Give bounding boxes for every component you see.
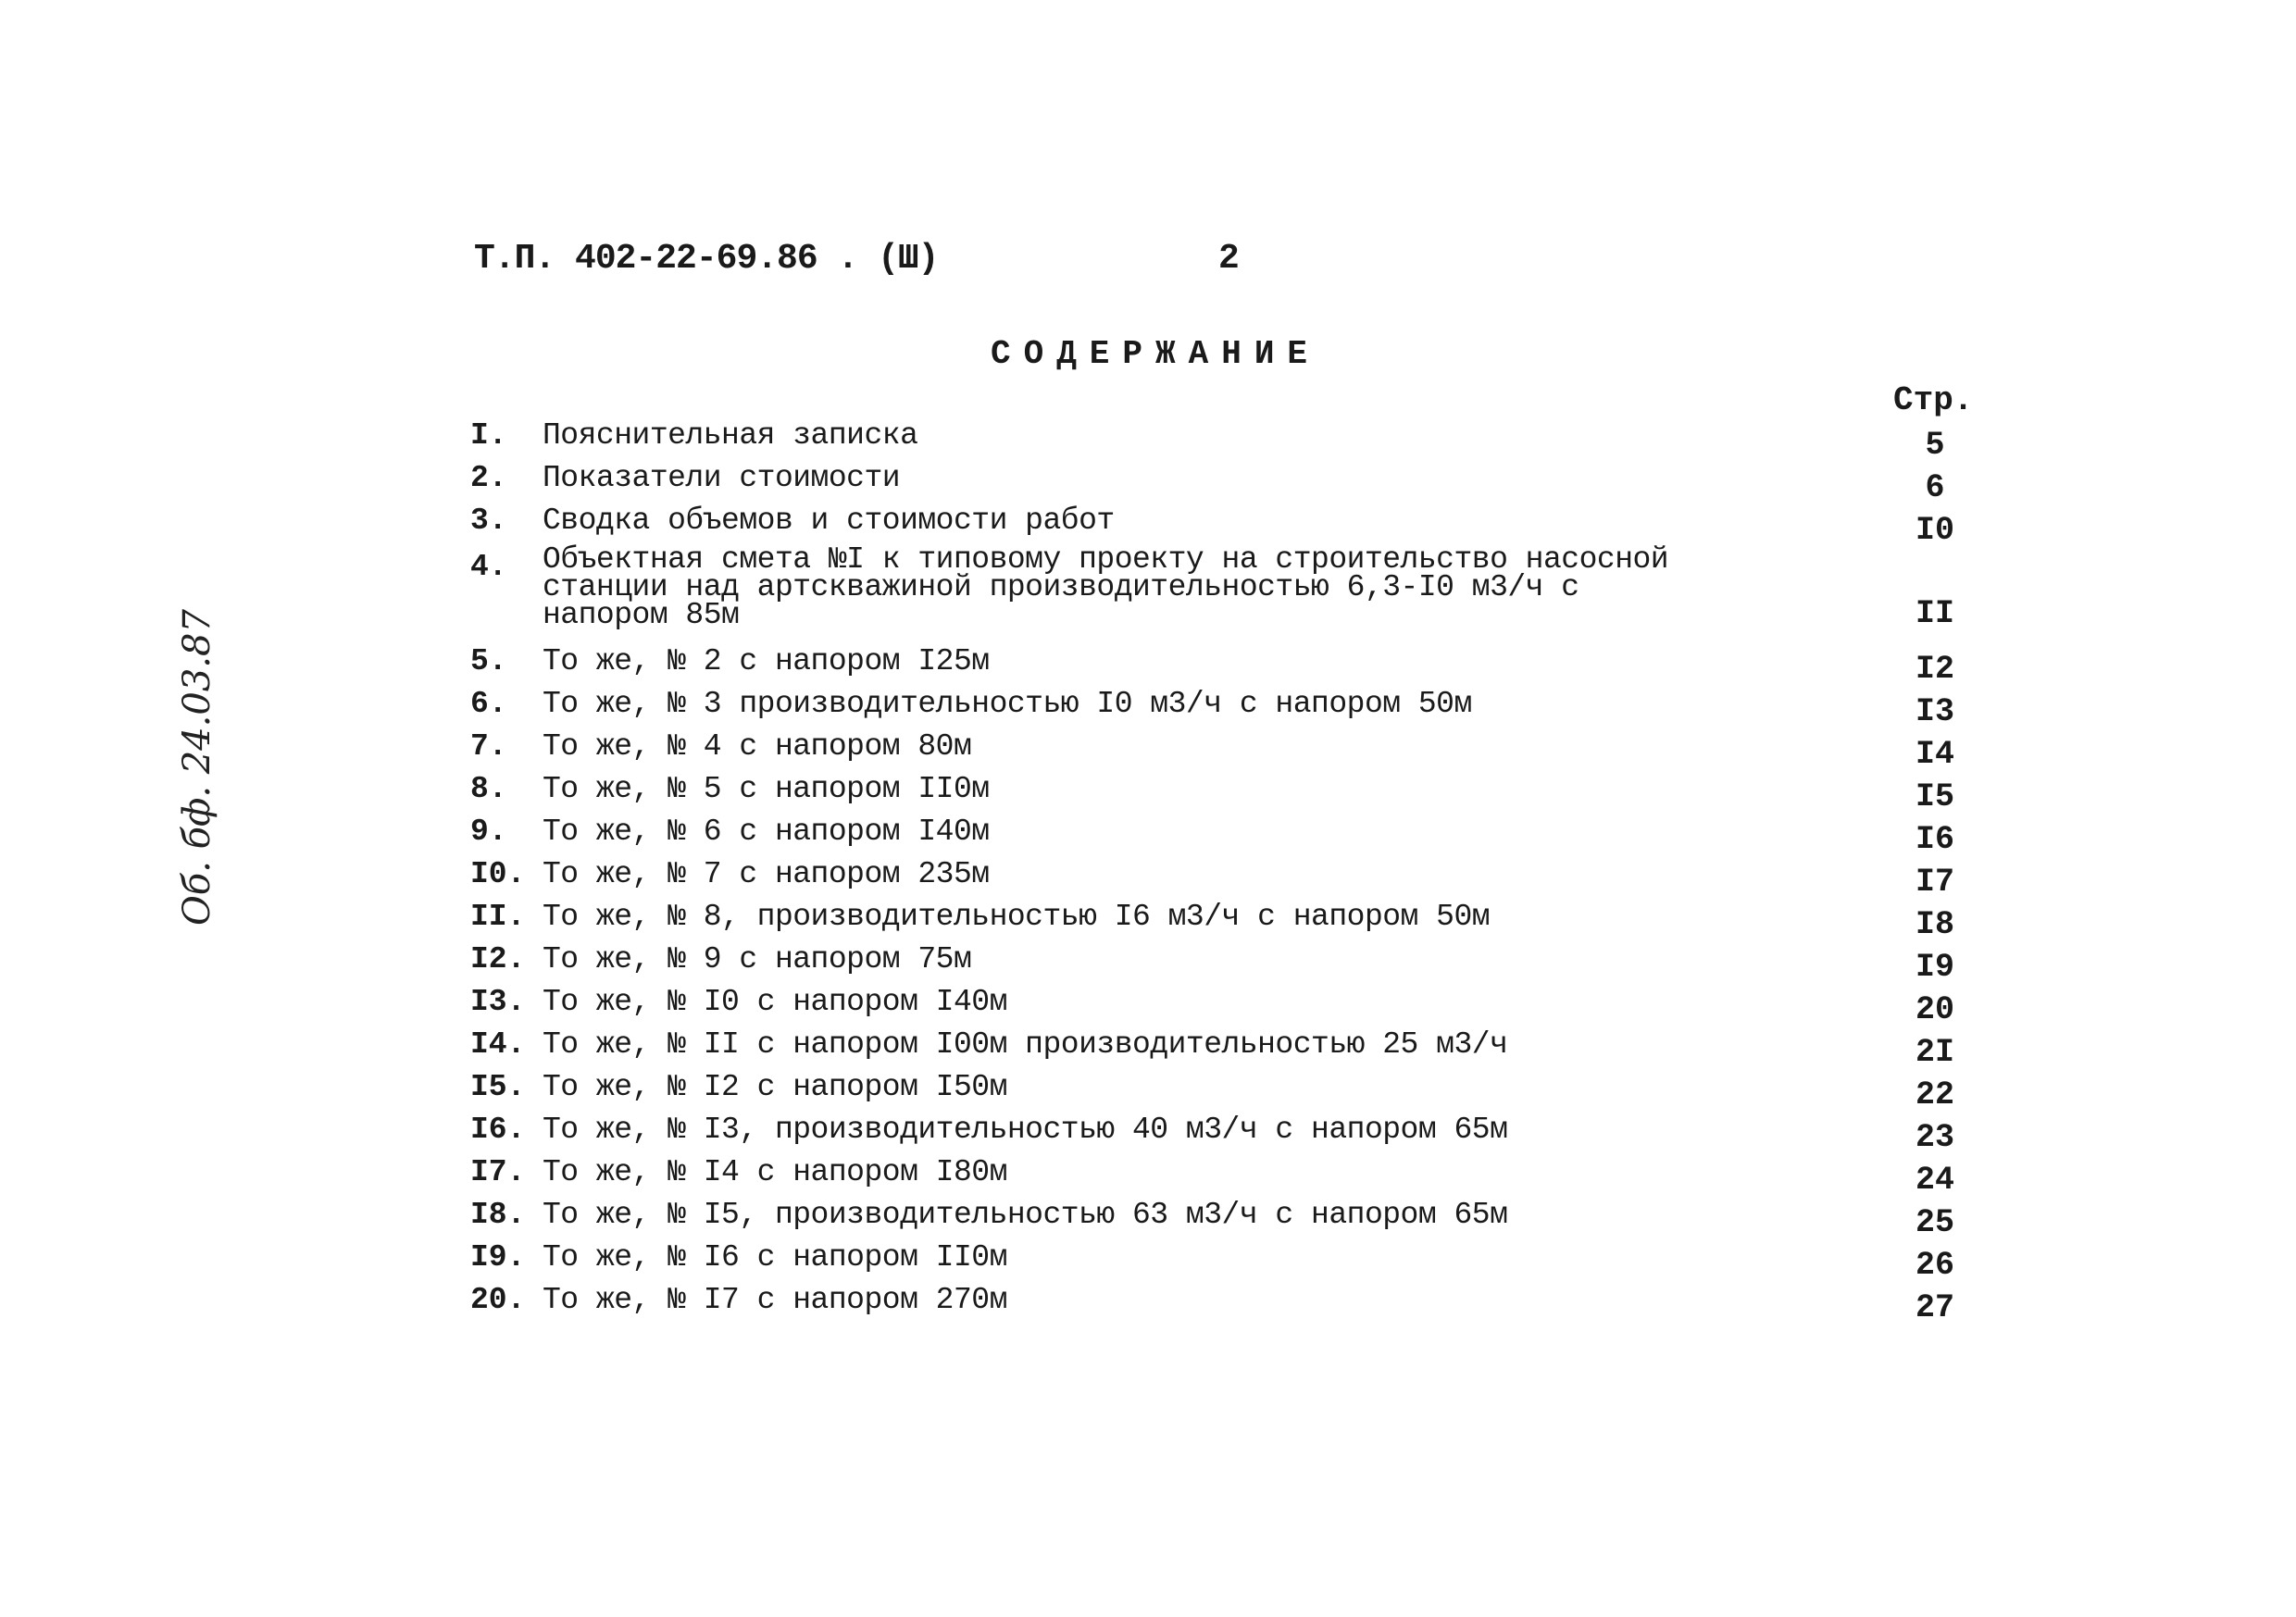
entry-page: I0 [1915, 512, 1954, 549]
document-code: Т.П. 402-22-69.86 . (Ш) [474, 239, 939, 279]
entry-text: Сводка объемов и стоимости работ [543, 504, 1115, 538]
entry-text: То же, № I3, производительностью 40 м3/ч с напором 65м [543, 1113, 1508, 1147]
entry-text: То же, № I5, производительностью 63 м3/ч с напором 65м [543, 1198, 1508, 1232]
entry-number: I4. [470, 1027, 526, 1062]
entry-text: То же, № I4 с напором I80м [543, 1155, 1007, 1189]
entry-page: I7 [1915, 864, 1954, 901]
entry-page: 5 [1925, 427, 1945, 464]
entry-text: То же, № II с напором I00м производительностью 25 м3/ч [543, 1027, 1508, 1062]
entry-text: Пояснительная записка [543, 418, 918, 453]
entry-number: I6. [470, 1113, 526, 1147]
entry-number: 2. [470, 461, 507, 495]
entry-number: I9. [470, 1240, 526, 1275]
entry-number: I2. [470, 942, 526, 976]
entry-number: 3. [470, 504, 507, 538]
entry-number: II. [470, 900, 526, 934]
entry-page: I5 [1915, 778, 1954, 815]
entry-page: II [1915, 595, 1954, 632]
entry-text: То же, № 3 производительностью I0 м3/ч с напором 50м [543, 687, 1472, 721]
entry-number: 6. [470, 687, 507, 721]
entry-number: I5. [470, 1070, 526, 1104]
entry-page: 24 [1915, 1162, 1954, 1199]
entry-number: 9. [470, 815, 507, 849]
entry-text: То же, № 9 с напором 75м [543, 942, 972, 976]
entry-page: I2 [1915, 651, 1954, 688]
entry-page: 23 [1915, 1119, 1954, 1156]
entry-page: 6 [1925, 469, 1945, 506]
entry-page: 2I [1915, 1034, 1954, 1071]
entry-text: То же, № I6 с напором II0м [543, 1240, 1007, 1275]
entry-number: 8. [470, 772, 507, 806]
entry-page: 22 [1915, 1076, 1954, 1113]
entry-text: То же, № 6 с напором I40м [543, 815, 990, 849]
page-number: 2 [1218, 239, 1240, 279]
entry-number: I7. [470, 1155, 526, 1189]
entry-text: То же, № 7 с напором 235м [543, 857, 990, 891]
entry-number: I. [470, 418, 507, 453]
entry-text: То же, № 5 с напором II0м [543, 772, 990, 806]
entry-number: 20. [470, 1283, 526, 1317]
entry-text: Объектная смета №I к типовому проекту на строительство насосной станции над артскважиной производительностью 6,3-I0 м3/ч с напором 85м [543, 542, 1669, 632]
entry-number: I8. [470, 1198, 526, 1232]
entry-number: I3. [470, 985, 526, 1019]
entry-page: 26 [1915, 1247, 1954, 1284]
entry-page: I6 [1915, 821, 1954, 858]
entry-page: 20 [1915, 991, 1954, 1028]
entry-number: 5. [470, 644, 507, 678]
handwritten-margin-note: Об. бф. 24.03.87 [176, 609, 218, 926]
entry-number: I0. [470, 857, 526, 891]
toc-title: СОДЕРЖАНИЕ [991, 335, 1321, 373]
entry-page: I3 [1915, 693, 1954, 730]
entry-page: 25 [1915, 1204, 1954, 1241]
entry-page: I9 [1915, 949, 1954, 986]
entry-text: То же, № I0 с напором I40м [543, 985, 1007, 1019]
entry-text: То же, № I7 с напором 270м [543, 1283, 1007, 1317]
entry-page: 27 [1915, 1289, 1954, 1326]
entry-text: То же, № 8, производительностью I6 м3/ч с напором 50м [543, 900, 1491, 934]
entry-number: 4. [470, 550, 507, 584]
entry-text: То же, № I2 с напором I50м [543, 1070, 1007, 1104]
pages-column-header: Стр. [1893, 381, 1974, 419]
entry-page: I8 [1915, 906, 1954, 943]
entry-text: То же, № 2 с напором I25м [543, 644, 990, 678]
entry-number: 7. [470, 729, 507, 764]
entry-text: То же, № 4 с напором 80м [543, 729, 972, 764]
entry-page: I4 [1915, 736, 1954, 773]
entry-text: Показатели стоимости [543, 461, 901, 495]
